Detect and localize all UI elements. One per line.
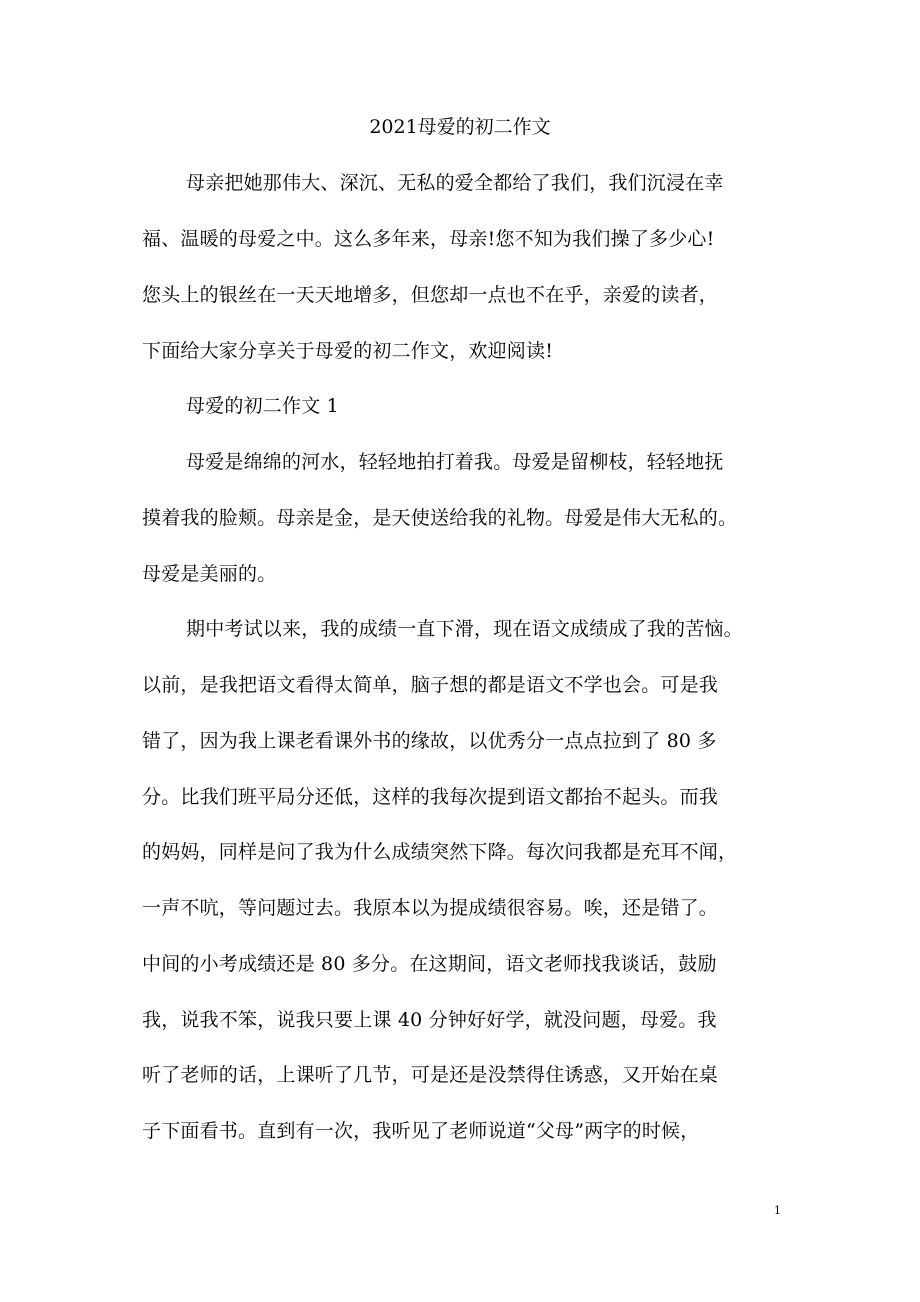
text-line: 听了老师的话，上课听了几节，可是还是没禁得住诱惑，又开始在桌 <box>142 1064 719 1086</box>
text-line: 下面给大家分享关于母爱的初二作文，欢迎阅读! <box>142 340 554 362</box>
text-line: 一声不吭，等问题过去。我原本以为提成绩很容易。唉，还是错了。 <box>142 897 719 919</box>
text-line: 母亲把她那伟大、深沉、无私的爱全都给了我们，我们沉浸在幸 <box>186 172 724 194</box>
text-line: 母爱是美丽的。 <box>142 563 277 585</box>
section-heading: 母爱的初二作文 1 <box>186 395 339 417</box>
text-line: 摸着我的脸颊。母亲是金，是天使送给我的礼物。母爱是伟大无私的。 <box>142 507 738 529</box>
text-line: 我，说我不笨，说我只要上课 40 分钟好好学，就没问题，母爱。我 <box>142 1009 717 1031</box>
text-line: 分。比我们班平局分还低，这样的我每次提到语文都抬不起头。而我 <box>142 786 719 808</box>
text-line: 您头上的银丝在一天天地增多，但您却一点也不在乎，亲爱的读者， <box>142 284 719 306</box>
text-line: 以前，是我把语文看得太简单，脑子想的都是语文不学也会。可是我 <box>142 674 719 696</box>
text-line: 子下面看书。直到有一次，我听见了老师说道“父母”两字的时候， <box>142 1120 700 1142</box>
text-line: 福、温暖的母爱之中。这么多年来，母亲!您不知为我们操了多少心! <box>142 228 715 250</box>
text-line: 错了，因为我上课老看课外书的缘故，以优秀分一点点拉到了 80 多 <box>142 730 717 752</box>
text-line: 母爱是绵绵的河水，轻轻地拍打着我。母爱是留柳枝，轻轻地抚 <box>186 451 724 473</box>
text-line: 期中考试以来，我的成绩一直下滑，现在语文成绩成了我的苦恼。 <box>186 618 743 640</box>
text-line: 中间的小考成绩还是 80 多分。在这期间，语文老师找我谈话，鼓励 <box>142 953 717 975</box>
text-line: 的妈妈，同样是问了我为什么成绩突然下降。每次问我都是充耳不闻， <box>142 841 738 863</box>
document-title: 2021母爱的初二作文 <box>369 116 551 138</box>
page-number: 1 <box>774 1204 781 1217</box>
